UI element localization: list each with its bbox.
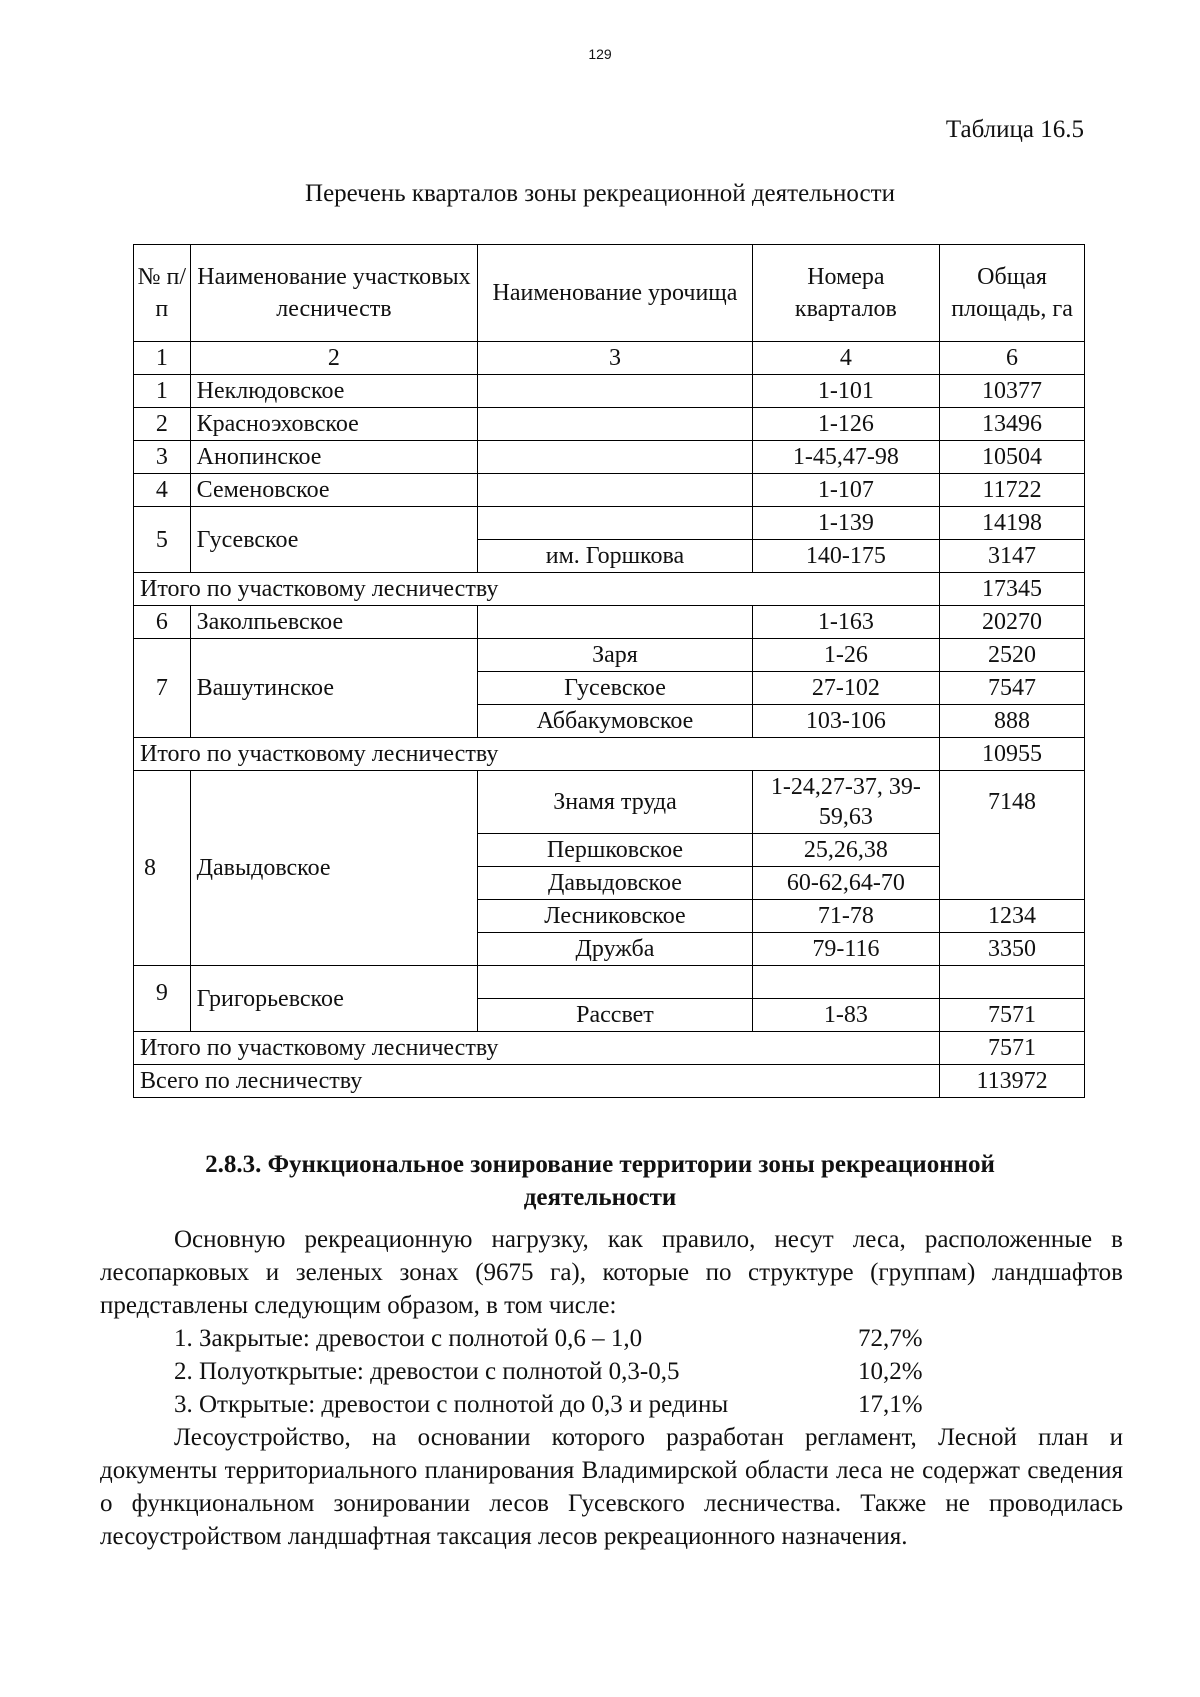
header-tract: Наименование урочища — [478, 245, 753, 342]
total-row — [134, 1065, 1085, 1098]
district-name: Анопинское — [190, 441, 478, 474]
row-number: 5 — [134, 507, 191, 573]
row-number: 8 — [134, 771, 191, 966]
list-item — [100, 1355, 1123, 1388]
tract-name: Дружба — [478, 933, 753, 966]
quarters: 79-116 — [752, 933, 939, 966]
area: 888 — [940, 705, 1085, 738]
tract-name: Гусевское — [478, 672, 753, 705]
column-number-row — [134, 342, 1085, 375]
subtotal-row — [134, 738, 1085, 771]
quarters: 1-139 — [752, 507, 939, 540]
quarters: 1-126 — [752, 408, 939, 441]
tract-name — [478, 966, 753, 999]
header-quarters: Номера кварталов — [752, 245, 939, 342]
district-name: Гусевское — [190, 507, 478, 573]
quarters: 71-78 — [752, 900, 939, 933]
table-row — [134, 375, 1085, 408]
row-number: 7 — [134, 639, 191, 738]
tract-name: Знамя труда — [478, 771, 753, 834]
header-number: № п/ п — [134, 245, 191, 342]
tract-name — [478, 507, 753, 540]
list-item — [100, 1388, 1123, 1421]
area: 7571 — [940, 999, 1085, 1032]
quarters: 60-62,64-70 — [752, 867, 939, 900]
quarters: 1-24,27-37, 39-59,63 — [752, 771, 939, 834]
quarters: 140-175 — [752, 540, 939, 573]
table-header-row — [134, 245, 1085, 342]
total-value: 113972 — [940, 1065, 1085, 1098]
tract-name: Першковское — [478, 834, 753, 867]
area: 10377 — [940, 375, 1085, 408]
area: 3147 — [940, 540, 1085, 573]
row-number: 3 — [134, 441, 191, 474]
quarters: 1-45,47-98 — [752, 441, 939, 474]
header-area: Общая площадь, га — [940, 245, 1085, 342]
column-number: 2 — [190, 342, 478, 375]
header-district: Наименование участковых лесничеств — [190, 245, 478, 342]
district-name: Вашутинское — [190, 639, 478, 738]
paragraph: Лесоустройство, на основании которого разработан регламент, Лесной план и документы территориального планирования Владимирской области леса не содержат сведения о функциональном зонировании лесов Гусевского лесничества. Также не проводилась лесоустройством ландшафтная таксация лесов рекреационного назначения. — [100, 1424, 1123, 1550]
tract-name — [478, 408, 753, 441]
section-heading-line: деятельности — [523, 1184, 677, 1211]
table-row — [134, 966, 1085, 999]
list-item-text: 1. Закрытые: древостои с полнотой 0,6 – 1,0 — [174, 1325, 643, 1352]
tract-name: им. Горшкова — [478, 540, 753, 573]
area: 2520 — [940, 639, 1085, 672]
quarters: 1-163 — [752, 606, 939, 639]
subtotal-value: 17345 — [940, 573, 1085, 606]
quarters: 25,26,38 — [752, 834, 939, 867]
district-name: Григорьевское — [190, 966, 478, 1032]
area: 20270 — [940, 606, 1085, 639]
table-row — [134, 408, 1085, 441]
district-name: Неклюдовское — [190, 375, 478, 408]
subtotal-row — [134, 1032, 1085, 1065]
area — [940, 966, 1085, 999]
column-number: 6 — [940, 342, 1085, 375]
list-item-text: 2. Полуоткрытые: древостои с полнотой 0,3-0,5 — [174, 1358, 680, 1385]
paragraph: Основную рекреационную нагрузку, как правило, несут леса, расположенные в лесопарковых и зеленых зонах (9675 га), которые по структуре (группам) ландшафтов представлены следующим образом, в том числе: — [100, 1226, 1123, 1319]
subtotal-row — [134, 573, 1085, 606]
tract-name — [478, 441, 753, 474]
list-item-percent: 10,2% — [858, 1358, 923, 1385]
area: 7148 — [940, 771, 1085, 900]
quarters: 1-101 — [752, 375, 939, 408]
quarters: 1-83 — [752, 999, 939, 1032]
quarters: 103-106 — [752, 705, 939, 738]
column-number: 3 — [478, 342, 753, 375]
area: 1234 — [940, 900, 1085, 933]
list-item-percent: 72,7% — [858, 1325, 923, 1352]
subtotal-value: 10955 — [940, 738, 1085, 771]
district-name: Давыдовское — [190, 771, 478, 966]
table-label: Таблица 16.5 — [945, 116, 1084, 143]
table-title: Перечень кварталов зоны рекреационной деятельности — [305, 180, 895, 207]
tract-name: Лесниковское — [478, 900, 753, 933]
area: 14198 — [940, 507, 1085, 540]
table-row — [134, 606, 1085, 639]
tract-name — [478, 375, 753, 408]
list-item-percent: 17,1% — [858, 1391, 923, 1418]
subtotal-value: 7571 — [940, 1032, 1085, 1065]
list-item-text: 3. Открытые: древостои с полнотой до 0,3 и редины — [174, 1391, 729, 1418]
tract-name: Давыдовское — [478, 867, 753, 900]
quarters: 1-107 — [752, 474, 939, 507]
tract-name — [478, 474, 753, 507]
row-number: 6 — [134, 606, 191, 639]
table-row — [134, 507, 1085, 540]
tract-name — [478, 606, 753, 639]
section-heading — [0, 1148, 1200, 1214]
section-heading-line: 2.8.3. Функциональное зонирование территории зоны рекреационной — [205, 1151, 995, 1178]
table-row — [134, 771, 1085, 834]
row-number: 9 — [134, 966, 191, 1032]
forest-quarters-table — [133, 244, 1085, 1098]
list-item — [100, 1322, 1123, 1355]
table-row — [134, 474, 1085, 507]
subtotal-label: Итого по участковому лесничеству — [134, 738, 940, 771]
quarters: 1-26 — [752, 639, 939, 672]
area: 13496 — [940, 408, 1085, 441]
column-number: 1 — [134, 342, 191, 375]
row-number: 4 — [134, 474, 191, 507]
tract-name: Рассвет — [478, 999, 753, 1032]
row-number: 1 — [134, 375, 191, 408]
quarters: 27-102 — [752, 672, 939, 705]
table-row — [134, 441, 1085, 474]
district-name: Заколпьевское — [190, 606, 478, 639]
tract-name: Аббакумовское — [478, 705, 753, 738]
subtotal-label: Итого по участковому лесничеству — [134, 1032, 940, 1065]
area: 11722 — [940, 474, 1085, 507]
area: 7547 — [940, 672, 1085, 705]
row-number: 2 — [134, 408, 191, 441]
total-label: Всего по лесничеству — [134, 1065, 940, 1098]
quarters — [752, 966, 939, 999]
area: 3350 — [940, 933, 1085, 966]
area: 10504 — [940, 441, 1085, 474]
page-number: 129 — [588, 46, 612, 62]
column-number: 4 — [752, 342, 939, 375]
tract-name: Заря — [478, 639, 753, 672]
subtotal-label: Итого по участковому лесничеству — [134, 573, 940, 606]
district-name: Красноэховское — [190, 408, 478, 441]
table-row — [134, 639, 1085, 672]
body-text — [100, 1223, 1123, 1553]
district-name: Семеновское — [190, 474, 478, 507]
